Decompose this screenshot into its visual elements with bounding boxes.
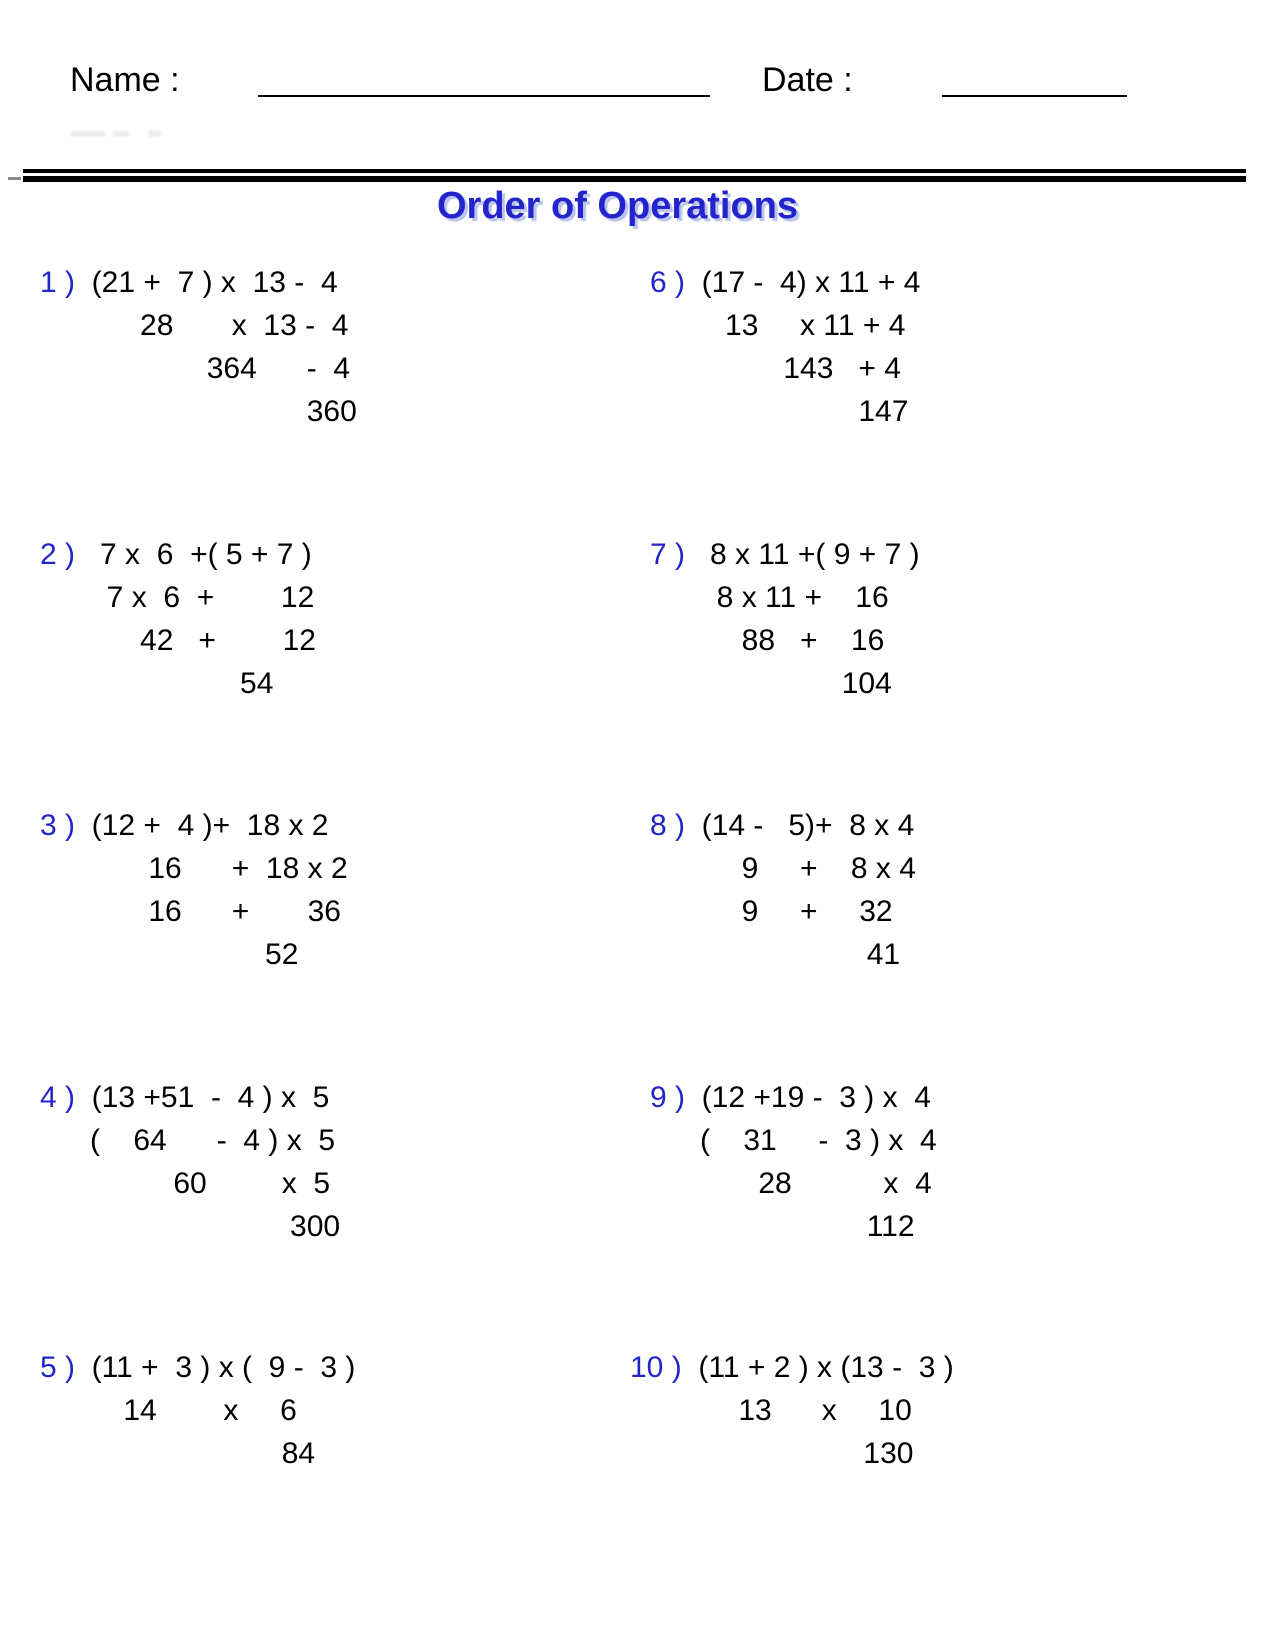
solution-step: 13 x 11 + 4: [650, 309, 906, 342]
solution-step: [40, 1475, 355, 1518]
double-rule-divider: [23, 169, 1246, 182]
solution-step: 60 x 5: [40, 1167, 331, 1200]
faded-print-artifact: [112, 131, 130, 137]
problem-7: [650, 533, 920, 705]
problem-number: 9 ): [650, 1081, 686, 1114]
solution-step: 143 + 4: [650, 352, 901, 385]
solution-answer: 54: [40, 667, 274, 700]
solution-step: ( 31 - 3 ) x 4: [650, 1124, 937, 1157]
problem-number: 5 ): [40, 1351, 76, 1384]
divider-edge-dash: [8, 177, 21, 180]
problem-expression: 5 ) (11 + 3 ) x ( 9 - 3 ): [40, 1351, 356, 1384]
solution-answer: 300: [40, 1210, 341, 1243]
solution-answer: 360: [40, 395, 357, 428]
problem-expression: 6 ) (17 - 4) x 11 + 4: [650, 266, 921, 299]
solution-step: 28 x 4: [650, 1167, 932, 1200]
solution-step: 7 x 6 + 12: [40, 581, 315, 614]
problem-3: [40, 804, 348, 976]
solution-step: 8 x 11 + 16: [650, 581, 889, 614]
solution-answer: 130: [630, 1437, 914, 1470]
solution-step: 16 + 18 x 2: [40, 852, 348, 885]
problem-expression: 2 ) 7 x 6 +( 5 + 7 ): [40, 538, 312, 571]
solution-answer: 84: [40, 1437, 316, 1470]
solution-answer: 41: [650, 938, 901, 971]
solution-step: ( 64 - 4 ) x 5: [40, 1124, 336, 1157]
problem-expression: 4 ) (13 +51 - 4 ) x 5: [40, 1081, 330, 1114]
problem-1: [40, 261, 357, 433]
problem-expression: 7 ) 8 x 11 +( 9 + 7 ): [650, 538, 920, 571]
problem-number: 1 ): [40, 266, 76, 299]
problem-10: [630, 1346, 954, 1518]
solution-step: 13 x 10: [630, 1394, 912, 1427]
problem-expression: 1 ) (21 + 7 ) x 13 - 4: [40, 266, 338, 299]
problem-number: 10 ): [630, 1351, 682, 1384]
solution-answer: 147: [650, 395, 909, 428]
solution-step: 9 + 8 x 4: [650, 852, 916, 885]
problem-number: 3 ): [40, 809, 76, 842]
faded-print-artifact: [148, 130, 162, 137]
date-label: Date :: [762, 61, 853, 99]
solution-step: 42 + 12: [40, 624, 316, 657]
problem-4: [40, 1076, 340, 1248]
problem-number: 7 ): [650, 538, 686, 571]
problem-8: [650, 804, 916, 976]
name-label: Name :: [70, 61, 180, 99]
problem-expression: 9 ) (12 +19 - 3 ) x 4: [650, 1081, 931, 1114]
problem-number: 4 ): [40, 1081, 76, 1114]
problem-6: [650, 261, 920, 433]
solution-step: 28 x 13 - 4: [40, 309, 349, 342]
solution-answer: 52: [40, 938, 299, 971]
solution-step: 16 + 36: [40, 895, 341, 928]
name-blank-line: [258, 95, 710, 97]
solution-step: [630, 1475, 954, 1518]
page-title: Order of Operations: [436, 185, 799, 227]
problem-expression: 8 ) (14 - 5)+ 8 x 4: [650, 809, 915, 842]
problem-expression: 10 ) (11 + 2 ) x (13 - 3 ): [630, 1351, 954, 1384]
faded-print-artifact: [70, 131, 106, 137]
solution-answer: 112: [650, 1210, 915, 1243]
solution-step: 9 + 32: [650, 895, 893, 928]
solution-answer: 104: [650, 667, 892, 700]
date-blank-line: [942, 95, 1127, 97]
solution-step: 14 x 6: [40, 1394, 297, 1427]
problem-number: 6 ): [650, 266, 686, 299]
solution-step: 364 - 4: [40, 352, 351, 385]
problem-expression: 3 ) (12 + 4 )+ 18 x 2: [40, 809, 329, 842]
problem-2: [40, 533, 316, 705]
problem-9: [650, 1076, 937, 1248]
problem-number: 8 ): [650, 809, 686, 842]
problem-number: 2 ): [40, 538, 76, 571]
problem-5: [40, 1346, 355, 1518]
solution-step: 88 + 16: [650, 624, 885, 657]
